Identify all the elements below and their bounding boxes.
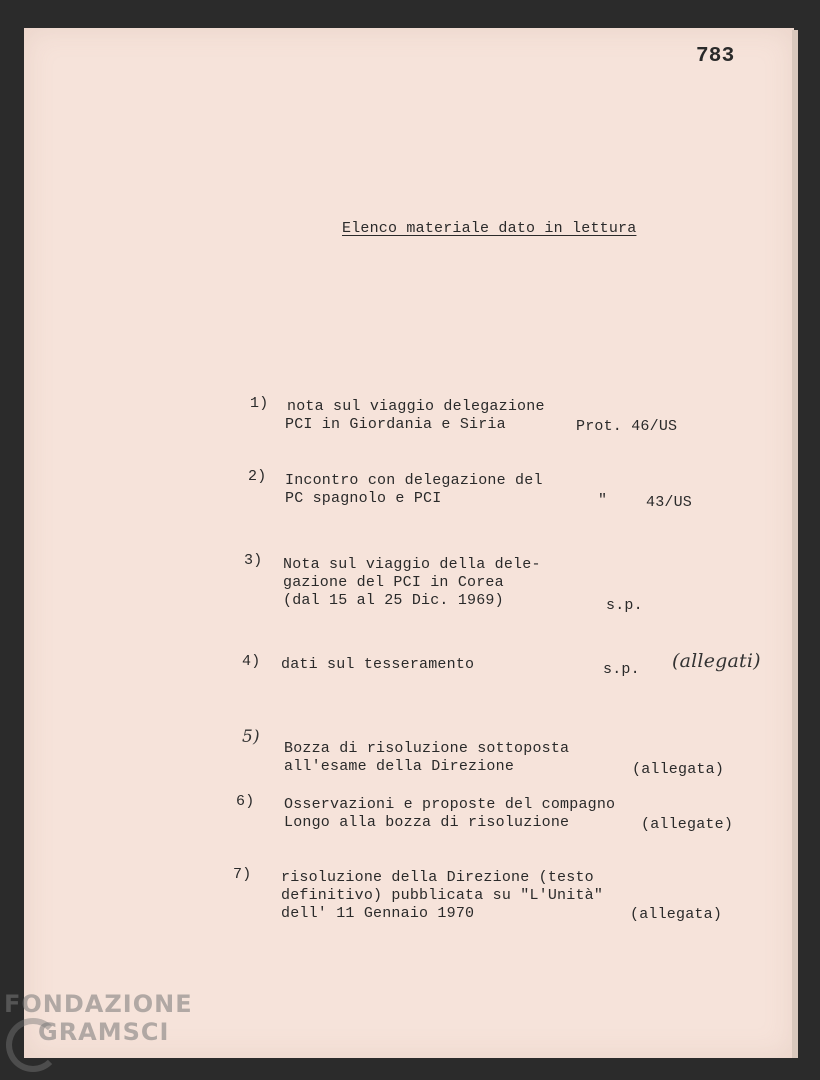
item-6-line-2: Longo alla bozza di risoluzione — [284, 814, 570, 831]
item-3-number: 3) — [244, 552, 263, 569]
item-2-number: 2) — [248, 468, 267, 485]
item-6-reference: (allegate) — [641, 816, 734, 833]
item-1-line-1: nota sul viaggio delegazione — [287, 398, 545, 415]
item-4-number: 4) — [242, 653, 261, 670]
item-1-line-2: PCI in Giordania e Siria — [285, 416, 506, 433]
page-edge — [792, 30, 798, 1058]
item-2-ditto-mark: " — [598, 492, 608, 509]
item-4-reference: s.p. — [603, 661, 640, 678]
watermark-line-2: GRAMSCI — [38, 1018, 170, 1046]
item-3-line-1: Nota sul viaggio della dele- — [283, 556, 541, 573]
item-1-reference: Prot. 46/US — [576, 418, 678, 435]
watermark-line-1: FONDAZIONE — [4, 990, 193, 1018]
item-6-line-1: Osservazioni e proposte del compagno — [284, 796, 616, 813]
item-3-line-2: gazione del PCI in Corea — [283, 574, 504, 591]
item-7-line-2: definitivo) pubblicata su "L'Unità" — [281, 887, 604, 904]
item-4-line-1: dati sul tesseramento — [281, 656, 475, 673]
item-3-reference: s.p. — [606, 597, 643, 614]
item-4-handwritten-note: (allegati) — [672, 650, 761, 672]
item-5-reference: (allegata) — [632, 761, 725, 778]
document-title: Elenco materiale dato in lettura — [342, 220, 637, 237]
item-2-reference: 43/US — [646, 494, 693, 511]
item-1-number: 1) — [250, 395, 269, 412]
item-5-line-1: Bozza di risoluzione sottoposta — [284, 740, 570, 757]
item-7-number: 7) — [233, 866, 252, 883]
item-3-line-3: (dal 15 al 25 Dic. 1969) — [283, 592, 504, 609]
item-2-line-2: PC spagnolo e PCI — [285, 490, 442, 507]
item-2-line-1: Incontro con delegazione del — [285, 472, 543, 489]
item-7-reference: (allegata) — [630, 906, 723, 923]
archive-watermark — [4, 990, 193, 1046]
item-7-line-1: risoluzione della Direzione (testo — [281, 869, 594, 886]
page-number: 783 — [696, 45, 735, 68]
item-5-number: 5) — [242, 727, 260, 747]
item-5-line-2: all'esame della Direzione — [284, 758, 515, 775]
item-7-line-3: dell' 11 Gennaio 1970 — [281, 905, 475, 922]
item-6-number: 6) — [236, 793, 255, 810]
